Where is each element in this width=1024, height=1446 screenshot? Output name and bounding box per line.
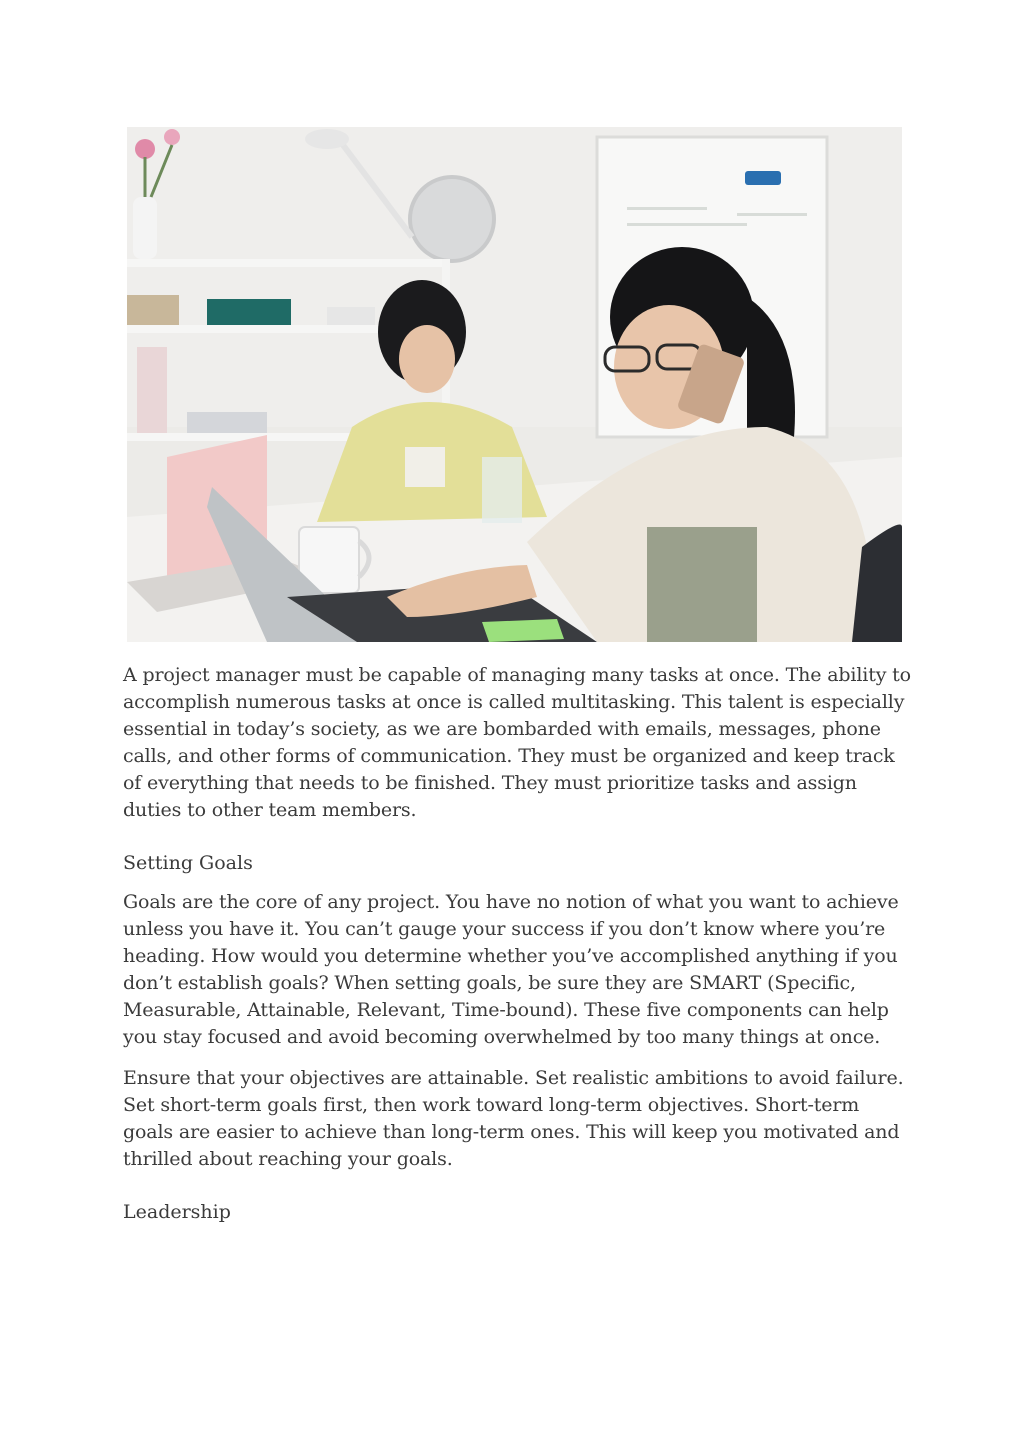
hero-photo (127, 127, 902, 642)
setting-goals-paragraph-1: Goals are the core of any project. You have no notion of what you want to achieve unless you have it. You can’t gauge your success if you don’t know where you’re heading. How would you determine whether you’ve accomplished anything if you don’t establish goals? When setting goals, be sure they are SMART (Specific, Measurable, Attainable, Relevant, Time-bound). These five components can help you stay focused and avoid becoming overwhelmed by too many things at once. (123, 891, 899, 1048)
setting-goals-paragraph-2: Ensure that your objectives are attainable. Set realistic ambitions to avoid failure. Set short-term goals first, then work toward long-term objectives. Short-term goals are easier to achieve than long-term ones. This will keep you motivated and thrilled about reaching your goals. (123, 1067, 904, 1170)
section-heading-leadership: Leadership (123, 1201, 231, 1223)
office-scene-illustration (127, 127, 902, 642)
section-heading-setting-goals: Setting Goals (123, 852, 253, 874)
article-body (123, 662, 913, 1238)
intro-paragraph: A project manager must be capable of managing many tasks at once. The ability to accomplish numerous tasks at once is called multitasking. This talent is especially essential in today’s society, as we are bombarded with emails, messages, phone calls, and other forms of communication. They must be organized and keep track of everything that needs to be finished. They must prioritize tasks and assign duties to other team members. (123, 664, 911, 821)
